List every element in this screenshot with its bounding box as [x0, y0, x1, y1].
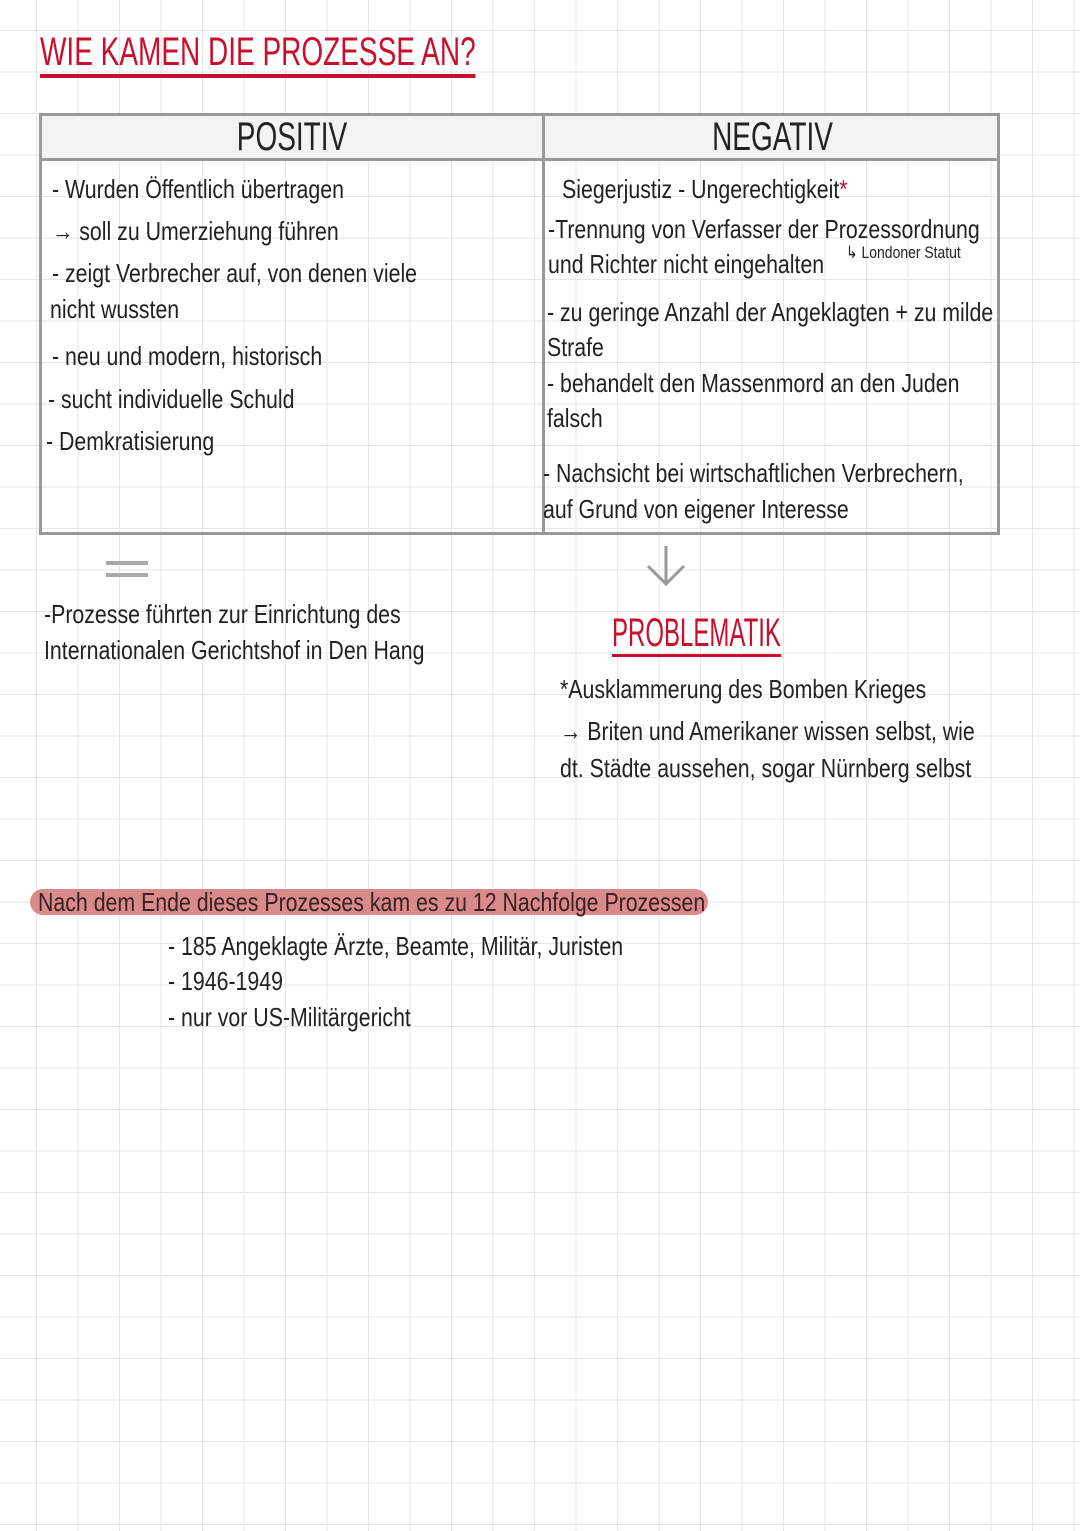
follow-item: - 185 Angeklagte Ärzte, Beamte, Militär, Juristen — [168, 931, 624, 961]
negative-item: -Trennung von Verfasser der Prozessordnung — [548, 214, 980, 244]
negative-item — [562, 176, 848, 202]
problem-line: dt. Städte aussehen, sogar Nürnberg selbst — [560, 753, 972, 783]
arrow-down-icon — [642, 544, 690, 588]
positive-item: - sucht individuelle Schuld — [48, 384, 295, 414]
positive-item: nicht wussten — [50, 294, 180, 324]
positive-item: - neu und modern, historisch — [52, 341, 323, 371]
positive-item: - zeigt Verbrecher auf, von denen viele — [52, 258, 418, 288]
negative-item: falsch — [547, 403, 603, 433]
page-title: WIE KAMEN DIE PROZESSE AN? — [40, 30, 476, 78]
problem-line: *Ausklammerung des Bomben Krieges — [560, 674, 927, 704]
positive-item: - Demkratisierung — [46, 426, 215, 456]
negative-item: und Richter nicht eingehalten — [548, 249, 825, 279]
positive-item: - Wurden Öffentlich übertragen — [52, 174, 344, 204]
negative-item: - Nachsicht bei wirtschaftlichen Verbrechern, — [543, 458, 964, 488]
follow-item: - 1946-1949 — [168, 966, 283, 996]
problem-heading: PROBLEMATIK — [612, 611, 781, 655]
highlighted-text: Nach dem Ende dieses Prozesses kam es zu 12 Nachfolge Prozessen — [38, 887, 706, 917]
negative-text: Siegerjustiz - Ungerechtigkeit — [562, 174, 840, 204]
equals-icon — [106, 561, 148, 565]
equals-icon — [106, 573, 148, 577]
result-line: -Prozesse führten zur Einrichtung des — [44, 599, 401, 629]
negative-header: NEGATIV — [712, 115, 833, 159]
problem-line: → Briten und Amerikaner wissen selbst, wie — [560, 716, 975, 746]
negative-item: Strafe — [547, 332, 604, 362]
positive-header: POSITIV — [236, 115, 348, 159]
negative-item: auf Grund von eigener Interesse — [543, 494, 849, 524]
result-line: Internationalen Gerichtshof in Den Hang — [44, 635, 425, 665]
asterisk-mark: * — [839, 174, 848, 204]
follow-item: - nur vor US-Militärgericht — [168, 1002, 411, 1032]
negative-item: - behandelt den Massenmord an den Juden — [547, 368, 960, 398]
side-note: ↳ Londoner Statut — [846, 243, 961, 262]
negative-item: - zu geringe Anzahl der Angeklagten + zu milde — [547, 297, 994, 327]
positive-item: → soll zu Umerziehung führen — [52, 216, 339, 246]
